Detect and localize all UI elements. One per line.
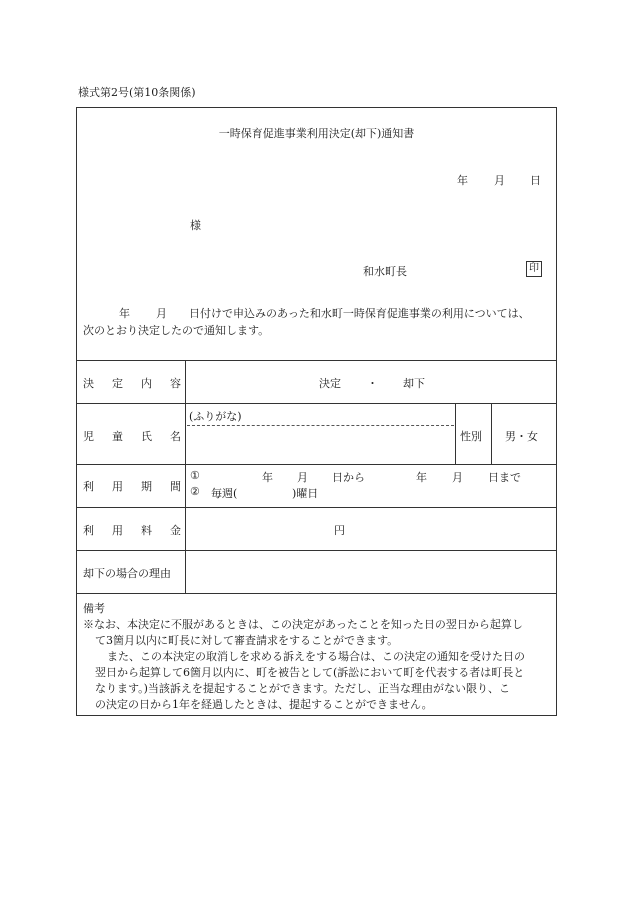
label-char: 期	[141, 480, 152, 493]
gender-label-divider	[455, 403, 456, 464]
decision-separator: ・	[367, 377, 378, 390]
remarks-p2-line3: なります。)当該訴えを提起することができます。ただし、正当な理由がない限り、こ	[95, 682, 511, 695]
label-char: 金	[170, 524, 181, 537]
period-to-day: 日まで	[488, 471, 521, 484]
label-char: 児	[83, 430, 94, 443]
label-char: 用	[112, 524, 123, 537]
period-weekday-label: )曜日	[292, 487, 319, 500]
remarks-p2-line4: の決定の日から1年を経過したときは、提起することができません。	[95, 698, 433, 711]
date-year-label: 年	[457, 174, 468, 187]
period-from-month: 月	[297, 471, 308, 484]
gender-label: 性別	[460, 430, 482, 443]
label-char: 童	[112, 430, 123, 443]
period-option-2-mark: ②	[190, 485, 200, 498]
period-to-year: 年	[416, 471, 427, 484]
fee-label	[83, 522, 181, 538]
label-char: 氏	[141, 430, 152, 443]
period-option-1-mark: ①	[190, 469, 200, 482]
table-bottom-border	[77, 593, 556, 594]
child-name-label	[83, 428, 181, 444]
label-char: 用	[112, 480, 123, 493]
period-label	[83, 478, 181, 494]
intro-month: 月	[156, 307, 167, 320]
intro-line1-text: 日付けで申込みのあった和水町一時保育促進事業の利用については、	[189, 307, 530, 320]
remarks-p2-line1: また、この本決定の取消しを求める訴えをする場合は、この決定の通知を受けた日の	[107, 650, 525, 663]
remarks-p2-line2: 翌日から起算して6箇月以内に、町を被告として(訴訟において町を代表する者は町長と	[95, 666, 525, 679]
date-day-label: 日	[530, 174, 541, 187]
period-weekly-label: 毎週(	[211, 487, 238, 500]
row-divider-4	[77, 550, 556, 551]
gender-value-divider	[491, 403, 492, 464]
label-char: 利	[83, 524, 94, 537]
period-from-day: 日から	[332, 471, 365, 484]
row-divider-1	[77, 403, 556, 404]
label-char: 料	[141, 524, 152, 537]
period-to-month: 月	[452, 471, 463, 484]
furigana-label: (ふりがな)	[189, 410, 242, 423]
date-month-label: 月	[494, 174, 505, 187]
label-char: 内	[141, 377, 152, 390]
period-from-year: 年	[262, 471, 273, 484]
remarks-p1-line1: ※なお、本決定に不服があるときは、この決定があったことを知った日の翌日から起算し	[83, 618, 523, 631]
decision-label	[83, 375, 181, 391]
issuer-name: 和水町長	[363, 265, 407, 278]
furigana-divider	[187, 425, 454, 426]
seal-mark: 印	[526, 261, 542, 277]
row-divider-2	[77, 464, 556, 465]
intro-line2: 次のとおり決定したので通知します。	[83, 324, 270, 337]
label-char: 名	[170, 430, 181, 443]
remarks-p1-line2: て3箇月以内に町長に対して審査請求をすることができます。	[95, 634, 399, 647]
label-char: 間	[170, 480, 181, 493]
form-number-label: 様式第2号(第10条関係)	[78, 86, 196, 99]
label-column-divider	[185, 360, 186, 593]
label-char: 利	[83, 480, 94, 493]
document-title: 一時保育促進事業利用決定(却下)通知書	[218, 127, 415, 140]
decision-option-reject[interactable]: 却下	[403, 377, 425, 390]
intro-text	[83, 305, 553, 339]
intro-year: 年	[119, 307, 130, 320]
reject-reason-label: 却下の場合の理由	[83, 567, 171, 580]
decision-option-approve[interactable]: 決定	[319, 377, 341, 390]
row-divider-3	[77, 507, 556, 508]
label-char: 定	[112, 377, 123, 390]
label-char: 容	[170, 377, 181, 390]
label-char: 決	[83, 377, 94, 390]
addressee-suffix: 様	[190, 219, 201, 232]
table-top-border	[77, 360, 556, 361]
remarks-heading: 備考	[83, 602, 105, 615]
gender-value[interactable]: 男・女	[505, 430, 538, 443]
remarks-section	[83, 601, 555, 713]
fee-unit: 円	[334, 524, 345, 537]
notice-form	[76, 107, 557, 716]
